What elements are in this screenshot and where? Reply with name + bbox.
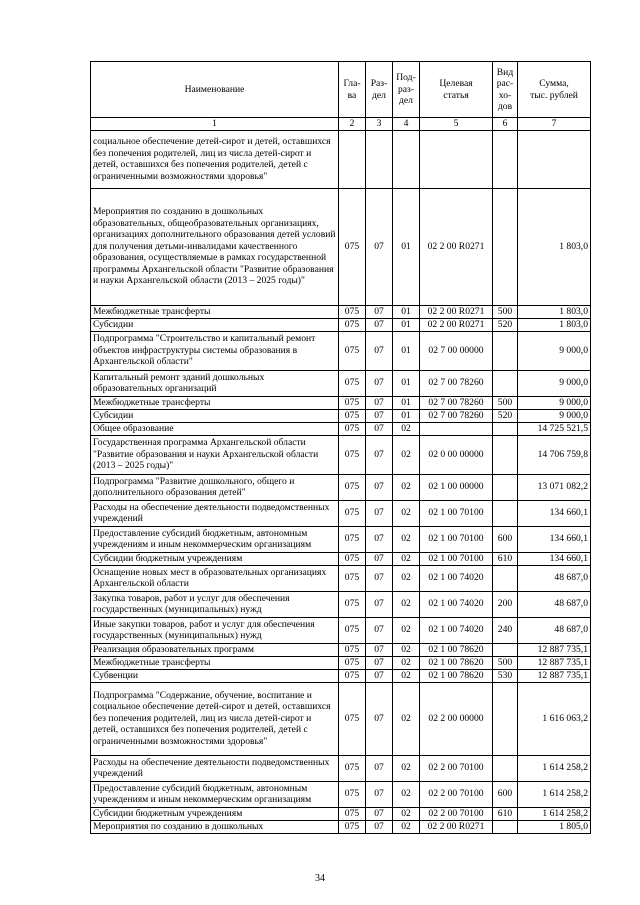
cell-name: Субсидии бюджетным учреждениям — [91, 807, 339, 820]
cell-glava: 075 — [339, 422, 366, 435]
cell-razdel: 07 — [366, 807, 393, 820]
cell-glava: 075 — [339, 781, 366, 807]
cell-podrazdel: 01 — [393, 331, 420, 370]
cell-target: 02 1 00 70100 — [420, 500, 493, 526]
cell-target: 02 1 00 78620 — [420, 643, 493, 656]
cell-glava: 075 — [339, 435, 366, 474]
cell-podrazdel: 01 — [393, 409, 420, 422]
cell-target: 02 2 00 R0271 — [420, 188, 493, 305]
table-row — [91, 526, 591, 552]
table-row — [91, 820, 591, 833]
cell-name: Капитальный ремонт зданий дошкольных образовательных организаций — [91, 370, 339, 396]
cell-razdel: 07 — [366, 781, 393, 807]
table-row — [91, 318, 591, 331]
table-row — [91, 500, 591, 526]
cell-name: Субсидии — [91, 318, 339, 331]
cell-glava: 075 — [339, 409, 366, 422]
table-row — [91, 422, 591, 435]
cell-sum: 14 725 521,5 — [518, 422, 591, 435]
table-row — [91, 396, 591, 409]
cell-sum: 134 660,1 — [518, 500, 591, 526]
cell-glava: 075 — [339, 807, 366, 820]
table-row — [91, 643, 591, 656]
cell-name: Субвенции — [91, 669, 339, 682]
cell-razdel: 07 — [366, 820, 393, 833]
cell-sum: 134 660,1 — [518, 526, 591, 552]
cell-name: Субсидии бюджетным учреждениям — [91, 552, 339, 565]
cell-razdel: 07 — [366, 318, 393, 331]
cell-podrazdel: 02 — [393, 591, 420, 617]
table-row — [91, 656, 591, 669]
cell-podrazdel — [393, 130, 420, 188]
cell-target: 02 7 00 78260 — [420, 396, 493, 409]
table-row — [91, 188, 591, 305]
cell-podrazdel: 02 — [393, 781, 420, 807]
cell-razdel: 07 — [366, 396, 393, 409]
cell-podrazdel: 02 — [393, 617, 420, 643]
cell-vid — [493, 820, 518, 833]
cell-podrazdel: 02 — [393, 552, 420, 565]
cell-podrazdel: 02 — [393, 435, 420, 474]
cell-sum — [518, 130, 591, 188]
cell-name: Расходы на обеспечение деятельности подведомственных учреждений — [91, 500, 339, 526]
cell-glava: 075 — [339, 669, 366, 682]
cell-razdel: 07 — [366, 669, 393, 682]
cell-razdel: 07 — [366, 755, 393, 781]
header-vid: Вид рас- хо- дов — [493, 62, 518, 118]
cell-target: 02 1 00 74020 — [420, 565, 493, 591]
cell-razdel: 07 — [366, 682, 393, 755]
cell-name: Предоставление субсидий бюджетным, автономным учреждениям и иным некоммерческим организациям — [91, 781, 339, 807]
cell-vid: 500 — [493, 396, 518, 409]
header-sum: Сумма, тыс. рублей — [518, 62, 591, 118]
cell-glava: 075 — [339, 188, 366, 305]
cell-glava: 075 — [339, 656, 366, 669]
header-name: Наименование — [91, 62, 339, 118]
cell-vid — [493, 643, 518, 656]
cell-name: Подпрограмма "Развитие дошкольного, общего и дополнительного образования детей" — [91, 474, 339, 500]
cell-sum: 48 687,0 — [518, 591, 591, 617]
cell-glava: 075 — [339, 305, 366, 318]
cell-razdel: 07 — [366, 656, 393, 669]
cell-target: 02 2 00 R0271 — [420, 305, 493, 318]
cell-name: Реализация образовательных программ — [91, 643, 339, 656]
cell-vid — [493, 500, 518, 526]
cell-target: 02 1 00 78620 — [420, 656, 493, 669]
cell-razdel: 07 — [366, 422, 393, 435]
cell-podrazdel: 02 — [393, 669, 420, 682]
cell-name: Государственная программа Архангельской области "Развитие образования и науки Архангельской области (2013 – 2025 годы)" — [91, 435, 339, 474]
cell-target: 02 2 00 R0271 — [420, 820, 493, 833]
cell-glava: 075 — [339, 318, 366, 331]
cell-target: 02 2 00 R0271 — [420, 318, 493, 331]
cell-target: 02 1 00 00000 — [420, 474, 493, 500]
cell-vid: 200 — [493, 591, 518, 617]
cell-podrazdel: 02 — [393, 682, 420, 755]
column-number: 2 — [339, 118, 366, 131]
table-row — [91, 591, 591, 617]
cell-sum: 1 614 258,2 — [518, 807, 591, 820]
cell-name: Закупка товаров, работ и услуг для обеспечения государственных (муниципальных) нужд — [91, 591, 339, 617]
table-row — [91, 130, 591, 188]
cell-podrazdel: 02 — [393, 643, 420, 656]
cell-vid: 610 — [493, 807, 518, 820]
cell-vid — [493, 331, 518, 370]
cell-razdel: 07 — [366, 435, 393, 474]
cell-podrazdel: 02 — [393, 526, 420, 552]
cell-vid: 500 — [493, 305, 518, 318]
cell-vid — [493, 370, 518, 396]
cell-podrazdel: 02 — [393, 755, 420, 781]
cell-sum: 1 803,0 — [518, 188, 591, 305]
cell-podrazdel: 02 — [393, 565, 420, 591]
cell-sum: 9 000,0 — [518, 331, 591, 370]
cell-glava: 075 — [339, 643, 366, 656]
cell-sum: 12 887 735,1 — [518, 643, 591, 656]
cell-sum: 12 887 735,1 — [518, 669, 591, 682]
cell-vid: 520 — [493, 318, 518, 331]
cell-target: 02 1 00 70100 — [420, 526, 493, 552]
cell-glava: 075 — [339, 820, 366, 833]
cell-podrazdel: 01 — [393, 370, 420, 396]
page-number: 34 — [315, 873, 325, 884]
cell-podrazdel: 01 — [393, 318, 420, 331]
cell-vid — [493, 188, 518, 305]
table-row — [91, 331, 591, 370]
table-row — [91, 565, 591, 591]
cell-vid — [493, 474, 518, 500]
cell-vid — [493, 130, 518, 188]
column-number: 7 — [518, 118, 591, 131]
cell-glava: 075 — [339, 565, 366, 591]
cell-glava: 075 — [339, 500, 366, 526]
cell-glava: 075 — [339, 591, 366, 617]
cell-podrazdel: 01 — [393, 188, 420, 305]
header-razdel: Раз- дел — [366, 62, 393, 118]
cell-razdel: 07 — [366, 617, 393, 643]
cell-podrazdel: 02 — [393, 474, 420, 500]
cell-razdel: 07 — [366, 552, 393, 565]
cell-sum: 12 887 735,1 — [518, 656, 591, 669]
budget-table — [90, 61, 591, 834]
cell-name: Межбюджетные трансферты — [91, 396, 339, 409]
cell-target: 02 7 00 00000 — [420, 331, 493, 370]
cell-vid: 500 — [493, 656, 518, 669]
table-row — [91, 552, 591, 565]
cell-name: Подпрограмма "Содержание, обучение, воспитание и социальное обеспечение детей-сирот и детей, оставшихся без попечения родителей, лиц из числа детей-сирот и детей, оставшихся без попечения родителей, детей с ограниченными возможностями здоровья" — [91, 682, 339, 755]
cell-target — [420, 130, 493, 188]
cell-glava: 075 — [339, 617, 366, 643]
cell-podrazdel: 02 — [393, 807, 420, 820]
table-row — [91, 409, 591, 422]
cell-target: 02 0 00 00000 — [420, 435, 493, 474]
cell-target: 02 2 00 00000 — [420, 682, 493, 755]
cell-name: Межбюджетные трансферты — [91, 656, 339, 669]
cell-sum: 1 614 258,2 — [518, 755, 591, 781]
cell-vid — [493, 755, 518, 781]
cell-sum: 1 805,0 — [518, 820, 591, 833]
cell-target — [420, 422, 493, 435]
cell-glava: 075 — [339, 682, 366, 755]
cell-name: Иные закупки товаров, работ и услуг для обеспечения государственных (муниципальных) нужд — [91, 617, 339, 643]
cell-glava: 075 — [339, 526, 366, 552]
cell-razdel — [366, 130, 393, 188]
header-target: Целевая статья — [420, 62, 493, 118]
cell-name: Расходы на обеспечение деятельности подведомственных учреждений — [91, 755, 339, 781]
cell-glava: 075 — [339, 370, 366, 396]
cell-podrazdel: 02 — [393, 820, 420, 833]
cell-sum: 9 000,0 — [518, 396, 591, 409]
cell-razdel: 07 — [366, 591, 393, 617]
cell-glava: 075 — [339, 552, 366, 565]
cell-glava: 075 — [339, 396, 366, 409]
cell-target: 02 7 00 78260 — [420, 409, 493, 422]
cell-razdel: 07 — [366, 526, 393, 552]
cell-podrazdel: 02 — [393, 500, 420, 526]
cell-vid: 610 — [493, 552, 518, 565]
cell-sum: 134 660,1 — [518, 552, 591, 565]
cell-vid: 600 — [493, 781, 518, 807]
cell-glava: 075 — [339, 331, 366, 370]
cell-razdel: 07 — [366, 305, 393, 318]
cell-podrazdel: 01 — [393, 305, 420, 318]
cell-sum: 9 000,0 — [518, 370, 591, 396]
cell-sum: 48 687,0 — [518, 617, 591, 643]
cell-target: 02 7 00 78260 — [420, 370, 493, 396]
cell-target: 02 1 00 70100 — [420, 552, 493, 565]
cell-vid: 240 — [493, 617, 518, 643]
cell-vid: 520 — [493, 409, 518, 422]
cell-podrazdel: 01 — [393, 396, 420, 409]
cell-vid: 600 — [493, 526, 518, 552]
cell-podrazdel: 02 — [393, 422, 420, 435]
cell-razdel: 07 — [366, 331, 393, 370]
column-number: 3 — [366, 118, 393, 131]
cell-vid — [493, 422, 518, 435]
table-row — [91, 370, 591, 396]
cell-name: Мероприятия по созданию в дошкольных — [91, 820, 339, 833]
cell-target: 02 2 00 70100 — [420, 755, 493, 781]
cell-razdel: 07 — [366, 409, 393, 422]
cell-razdel: 07 — [366, 474, 393, 500]
cell-name: Предоставление субсидий бюджетным, автономным учреждениям и иным некоммерческим организациям — [91, 526, 339, 552]
cell-target: 02 2 00 70100 — [420, 807, 493, 820]
cell-vid — [493, 565, 518, 591]
column-number: 1 — [91, 118, 339, 131]
cell-name: Подпрограмма "Строительство и капитальный ремонт объектов инфраструктуры системы образования в Архангельской области" — [91, 331, 339, 370]
cell-sum: 1 614 258,2 — [518, 781, 591, 807]
cell-name: Общее образование — [91, 422, 339, 435]
header-row — [91, 62, 591, 118]
cell-glava: 075 — [339, 474, 366, 500]
cell-target: 02 1 00 74020 — [420, 591, 493, 617]
cell-name: Межбюджетные трансферты — [91, 305, 339, 318]
table-row — [91, 617, 591, 643]
table-row — [91, 682, 591, 755]
cell-sum: 1 803,0 — [518, 305, 591, 318]
cell-sum: 1 803,0 — [518, 318, 591, 331]
cell-target: 02 1 00 78620 — [420, 669, 493, 682]
cell-name: Мероприятия по созданию в дошкольных образовательных, общеобразовательных организациях, организациях дополнительного образования детей условий для получения детьми-инвалидами качественного образования, осуществляемые в рамках государственной программы Архангельской области "Развитие образования и науки Архангельской области (2013 – 2025 годы)" — [91, 188, 339, 305]
column-number: 5 — [420, 118, 493, 131]
cell-vid — [493, 435, 518, 474]
cell-sum: 14 706 759,8 — [518, 435, 591, 474]
table-row — [91, 305, 591, 318]
cell-target: 02 1 00 74020 — [420, 617, 493, 643]
cell-razdel: 07 — [366, 188, 393, 305]
cell-razdel: 07 — [366, 565, 393, 591]
cell-razdel: 07 — [366, 370, 393, 396]
cell-vid — [493, 682, 518, 755]
cell-name: Оснащение новых мест в образовательных организациях Архангельской области — [91, 565, 339, 591]
table-row — [91, 474, 591, 500]
cell-razdel: 07 — [366, 643, 393, 656]
cell-name: Субсидии — [91, 409, 339, 422]
cell-vid: 530 — [493, 669, 518, 682]
table-row — [91, 807, 591, 820]
table-row — [91, 781, 591, 807]
cell-sum: 9 000,0 — [518, 409, 591, 422]
cell-sum: 1 616 063,2 — [518, 682, 591, 755]
header-podrazdel: Под- раз- дел — [393, 62, 420, 118]
cell-target: 02 2 00 70100 — [420, 781, 493, 807]
column-number: 4 — [393, 118, 420, 131]
table-body — [91, 130, 591, 833]
column-number-row — [91, 118, 591, 131]
header-glava: Гла- ва — [339, 62, 366, 118]
cell-podrazdel: 02 — [393, 656, 420, 669]
cell-glava — [339, 130, 366, 188]
cell-sum: 13 071 082,2 — [518, 474, 591, 500]
cell-sum: 48 687,0 — [518, 565, 591, 591]
cell-razdel: 07 — [366, 500, 393, 526]
column-number: 6 — [493, 118, 518, 131]
table-row — [91, 755, 591, 781]
cell-name: социальное обеспечение детей-сирот и детей, оставшихся без попечения родителей, лиц из числа детей-сирот и детей, оставшихся без попечения родителей, детей с ограниченными возможностями здоровья" — [91, 130, 339, 188]
cell-glava: 075 — [339, 755, 366, 781]
table-row — [91, 435, 591, 474]
table-row — [91, 669, 591, 682]
